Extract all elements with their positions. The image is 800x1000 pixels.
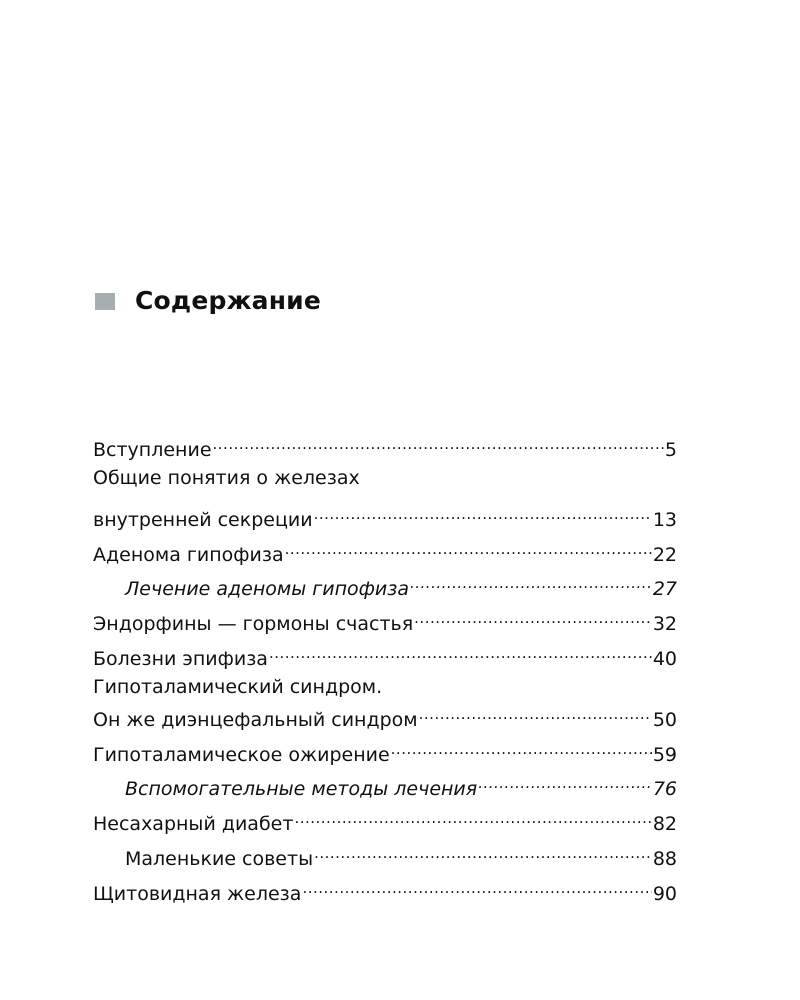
toc-entry-label: Вступление xyxy=(93,439,212,461)
toc-page-number: 59 xyxy=(652,744,677,766)
toc-page-number: 27 xyxy=(652,578,677,600)
toc-entry-label: Гипоталамическое ожирение xyxy=(93,744,390,766)
toc-entry-small-tips[interactable] xyxy=(93,837,677,870)
section-heading xyxy=(95,285,321,317)
toc-page-number: 32 xyxy=(652,613,677,635)
toc-entry-hypothalamic-syndrome-line2[interactable] xyxy=(93,698,677,731)
toc-entry-label: Общие понятия о железах xyxy=(93,467,360,489)
toc-page-number: 82 xyxy=(652,813,677,835)
toc-entry-thyroid-gland[interactable] xyxy=(93,872,677,905)
toc-entry-general-concepts-line2[interactable] xyxy=(93,498,677,531)
toc-entry-auxiliary-treatment[interactable] xyxy=(93,767,677,800)
toc-entry-epiphysis-diseases[interactable] xyxy=(93,637,677,670)
toc-page-number: 88 xyxy=(652,848,677,870)
toc-dot-leader xyxy=(314,498,652,526)
toc-entry-label: Гипоталамический синдром. xyxy=(93,676,383,698)
toc-page-number: 76 xyxy=(652,778,677,800)
toc-entry-label: Аденома гипофиза xyxy=(93,544,284,566)
toc-entry-pituitary-adenoma[interactable] xyxy=(93,533,677,566)
toc-entry-label: Болезни эпифиза xyxy=(93,648,268,670)
toc-dot-leader xyxy=(414,602,652,630)
toc-entry-label: Вспомогательные методы лечения xyxy=(125,778,478,800)
toc-dot-leader xyxy=(478,767,652,795)
toc-entry-introduction[interactable] xyxy=(93,428,677,461)
toc-entry-hypothalamic-obesity[interactable] xyxy=(93,733,677,766)
toc-entry-label: Маленькие советы xyxy=(125,848,314,870)
heading-marker-square xyxy=(95,293,115,310)
toc-dot-leader xyxy=(410,567,652,595)
toc-entry-hypothalamic-syndrome-line1[interactable] xyxy=(93,673,677,701)
page-title: Содержание xyxy=(135,286,322,315)
toc-dot-leader xyxy=(213,428,664,456)
toc-dot-leader xyxy=(269,637,652,665)
toc-entry-label: внутренней секреции xyxy=(93,509,313,531)
toc-page-number: 5 xyxy=(664,439,677,461)
toc-dot-leader xyxy=(314,837,652,865)
toc-entry-label: Лечение аденомы гипофиза xyxy=(125,578,409,600)
toc-page-number: 22 xyxy=(652,544,677,566)
toc-entry-label: Щитовидная железа xyxy=(93,883,302,905)
toc-page-number: 13 xyxy=(652,509,677,531)
toc-entry-diabetes-insipidus[interactable] xyxy=(93,802,677,835)
toc-page-number: 90 xyxy=(652,883,677,905)
toc-entry-general-concepts-line1[interactable] xyxy=(93,464,677,492)
toc-page-number: 40 xyxy=(652,648,677,670)
toc-dot-leader xyxy=(302,872,651,900)
toc-dot-leader xyxy=(285,533,652,561)
toc-dot-leader xyxy=(419,698,652,726)
toc-entry-label: Он же диэнцефальный синдром xyxy=(93,709,418,731)
toc-entry-label: Несахарный диабет xyxy=(93,813,294,835)
toc-entry-label: Эндорфины — гормоны счастья xyxy=(93,613,414,635)
toc-dot-leader xyxy=(391,733,652,761)
toc-dot-leader xyxy=(294,802,651,830)
toc-entry-endorphins[interactable] xyxy=(93,602,677,635)
toc-entry-adenoma-treatment[interactable] xyxy=(93,567,677,600)
toc-page-number: 50 xyxy=(652,709,677,731)
